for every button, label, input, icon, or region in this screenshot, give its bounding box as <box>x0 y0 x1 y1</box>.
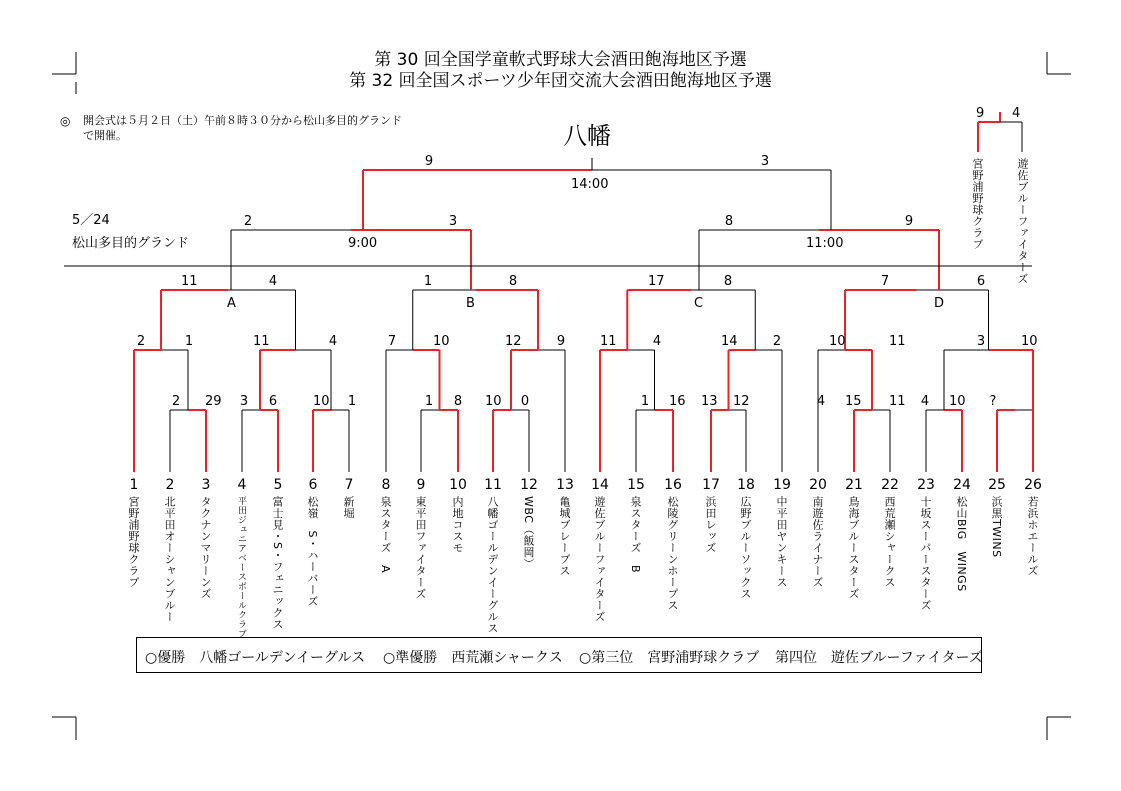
team-number: 13 <box>556 477 574 493</box>
quarter-score: 17 <box>648 274 665 289</box>
team-name: 内地コスモ <box>451 496 464 554</box>
team-number: 3 <box>201 477 211 493</box>
team-name: 平田ジュニアベースボールクラブ <box>236 496 246 639</box>
round2-score: 12 <box>505 334 522 349</box>
round2-score: 2 <box>136 334 146 349</box>
third-place-team-right: 遊佐ブルーファイターズ <box>1016 158 1029 285</box>
quarter-score: 1 <box>423 274 433 289</box>
team-number: 6 <box>308 477 318 493</box>
round1-score: ? <box>989 394 997 409</box>
round1-score: 1 <box>640 394 650 409</box>
team-name: 若浜ホエールズ <box>1026 496 1039 577</box>
third-place-team-left: 宮野浦野球クラブ <box>971 158 984 250</box>
round2-score: 11 <box>253 334 270 349</box>
quarter-score: 6 <box>976 274 986 289</box>
team-name: タクナンマリーンズ <box>199 496 212 600</box>
final-score-left: 9 <box>424 154 434 169</box>
round2-score: 14 <box>721 334 738 349</box>
semi-left-time: 9:00 <box>348 236 378 251</box>
round1-score: 1 <box>424 394 434 409</box>
round1-score: 6 <box>268 394 278 409</box>
team-number: 23 <box>917 477 935 493</box>
third-place-score-right: 4 <box>1012 106 1021 121</box>
team-number: 20 <box>809 477 827 493</box>
round2-score: 3 <box>976 334 986 349</box>
team-name: 中平田ヤンキース <box>775 496 788 588</box>
team-name: 西荒瀬シャークス <box>883 496 896 588</box>
team-number: 21 <box>845 477 863 493</box>
team-name: 広野ブルーソックス <box>739 496 752 600</box>
team-number: 17 <box>702 477 720 493</box>
quarter-score: 8 <box>508 274 518 289</box>
team-number: 22 <box>881 477 899 493</box>
match-site: 松山多目的グランド <box>72 236 190 251</box>
team-number: 14 <box>591 477 609 493</box>
team-name: 遊佐ブルーファイターズ <box>593 496 606 623</box>
team-number: 25 <box>988 477 1006 493</box>
team-name: 浜黒TWINS <box>990 496 1003 558</box>
semi-score: 8 <box>724 214 734 229</box>
round1-score: 29 <box>205 394 222 409</box>
team-name: 宮野浦野球クラブ <box>127 496 140 588</box>
title-line-1: 第 30 回全国学童軟式野球大会酒田飽海地区予選 <box>374 50 747 70</box>
round2-score: 11 <box>889 334 906 349</box>
team-number: 26 <box>1024 477 1042 493</box>
round2-score: 4 <box>652 334 662 349</box>
result-runner-up: ○準優勝 西荒瀬シャークス <box>383 650 563 666</box>
team-number: 7 <box>344 477 354 493</box>
result-fourth: 第四位 遊佐ブルーファイターズ <box>775 650 983 666</box>
round1-score: 10 <box>949 394 966 409</box>
team-name: 八幡ゴールデンイーグルス <box>486 496 499 634</box>
team-name: 十坂スーパースターズ <box>919 496 932 611</box>
round1-score: 13 <box>701 394 718 409</box>
round1-score: 10 <box>313 394 330 409</box>
team-name: 東平田ファイターズ <box>414 496 427 600</box>
team-number: 15 <box>627 477 645 493</box>
semi-score: 3 <box>448 214 458 229</box>
team-name: WBC（飯岡） <box>522 496 535 570</box>
team-name: 鳥海ブルースターズ <box>847 496 860 600</box>
team-name: 新堀 <box>342 496 355 519</box>
semi-score: 9 <box>904 214 914 229</box>
team-name: 松山BIG WINGS <box>955 496 968 592</box>
quarter-score: 8 <box>723 274 733 289</box>
team-name: 浜田レッズ <box>704 496 717 554</box>
round1-score: 8 <box>453 394 463 409</box>
round1-score: 10 <box>485 394 502 409</box>
round1-score: 11 <box>889 394 906 409</box>
team-number: 19 <box>773 477 791 493</box>
quarter-score: 4 <box>268 274 278 289</box>
block-label-c: C <box>694 296 704 311</box>
result-third: ○第三位 宮野浦野球クラブ <box>579 650 760 666</box>
match-date: 5／24 <box>72 213 110 228</box>
team-number: 9 <box>416 477 426 493</box>
note-line-2: で開催。 <box>83 129 127 142</box>
team-number: 1 <box>129 477 139 493</box>
team-number: 2 <box>165 477 175 493</box>
round1-score: 1 <box>347 394 357 409</box>
round1-score: 3 <box>239 394 249 409</box>
round2-score: 10 <box>829 334 846 349</box>
round1-score: 16 <box>669 394 686 409</box>
quarter-score: 7 <box>880 274 890 289</box>
round2-score: 10 <box>433 334 450 349</box>
final-venue: 八幡 <box>563 122 611 150</box>
block-label-d: D <box>934 296 945 311</box>
team-name: 富士見・S・フェニックス <box>271 496 284 630</box>
round1-score: 0 <box>520 394 530 409</box>
team-name: 亀城ブレーブス <box>558 496 571 577</box>
semi-score: 2 <box>243 214 253 229</box>
team-number: 16 <box>664 477 682 493</box>
round1-score: 2 <box>171 394 181 409</box>
round2-score: 7 <box>387 334 397 349</box>
final-time: 14:00 <box>571 177 609 192</box>
title-line-2: 第 32 回全国スポーツ少年団交流大会酒田飽海地区予選 <box>349 71 772 91</box>
team-name: 北平田オーシャンブルー <box>163 496 176 623</box>
round1-score: 15 <box>845 394 862 409</box>
result-champion: ○優勝 八幡ゴールデンイーグルス <box>145 650 366 666</box>
block-label-b: B <box>466 296 475 311</box>
team-number: 5 <box>273 477 283 493</box>
round2-score: 11 <box>600 334 617 349</box>
team-number: 24 <box>953 477 971 493</box>
team-number: 8 <box>381 477 391 493</box>
round1-score: 4 <box>920 394 930 409</box>
team-name: 泉スターズ A <box>379 496 392 574</box>
round1-score: 12 <box>733 394 750 409</box>
note-line-1: 開会式は５月２日（土）午前８時３０分から松山多目的グランド <box>83 114 402 127</box>
team-name: 南遊佐ライナーズ <box>811 496 824 588</box>
team-number: 10 <box>449 477 467 493</box>
team-name: 松陵グリーンホープス <box>666 496 679 611</box>
third-place-score-left: 9 <box>976 106 985 121</box>
team-name: 泉スターズ B <box>629 496 642 574</box>
round2-score: 10 <box>1021 334 1038 349</box>
round2-score: 2 <box>772 334 782 349</box>
round2-score: 9 <box>556 334 566 349</box>
team-number: 18 <box>737 477 755 493</box>
block-label-a: A <box>227 296 236 311</box>
quarter-score: 11 <box>181 274 198 289</box>
team-number: 4 <box>237 477 247 493</box>
team-number: 11 <box>484 477 502 493</box>
team-number: 12 <box>520 477 538 493</box>
results-box <box>136 637 982 673</box>
semi-right-time: 11:00 <box>806 236 844 251</box>
team-name: 松嶺 S・ハーバーズ <box>306 496 319 607</box>
final-score-right: 3 <box>760 154 770 169</box>
note-mark: ◎ <box>60 114 71 128</box>
round1-score: 4 <box>816 394 826 409</box>
round2-score: 1 <box>184 334 194 349</box>
round2-score: 4 <box>328 334 338 349</box>
